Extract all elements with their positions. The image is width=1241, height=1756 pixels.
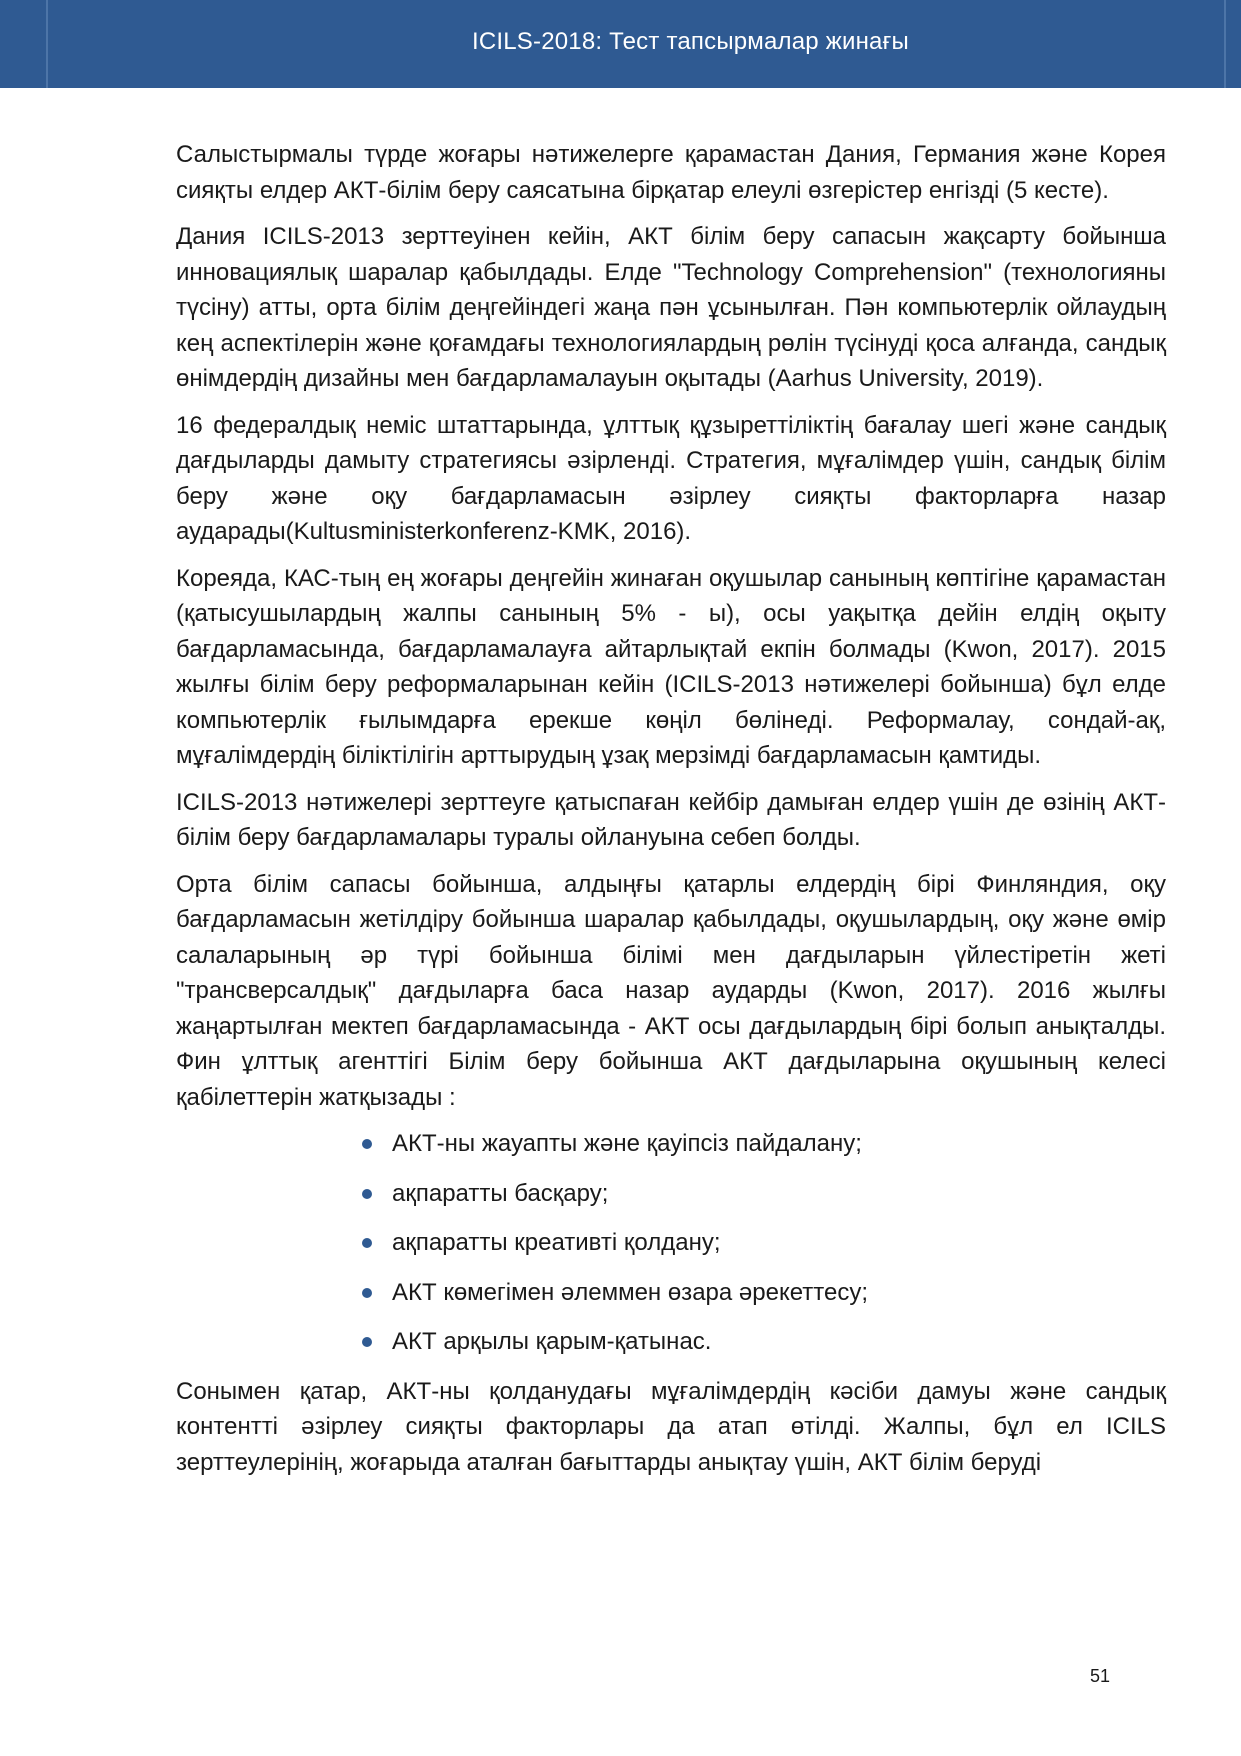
bullet-icon — [362, 1238, 372, 1248]
page-number: 51 — [1090, 1666, 1111, 1686]
paragraph: ICILS-2013 нәтижелері зерттеуге қатыспаған кейбір дамыған елдер үшін де өзінің АКТ-білім беру бағдарламалары туралы ойлануына себеп болды. — [176, 788, 1166, 851]
list-item-text: АКТ арқылы қарым-қатынас. — [392, 1328, 712, 1355]
paragraph: Сонымен қатар, АКТ-ны қолданудағы мұғалімдердің кәсіби дамуы және сандық контентті әзірлеу сияқты факторлары да атап өтілді. Жалпы, бұл ел ICILS зерттеулерінің, жоғарыда аталған бағыттарды анықтау үшін, АКТ білім беруді — [176, 1377, 1166, 1476]
list-item — [362, 1275, 1166, 1311]
bullet-icon — [362, 1139, 372, 1149]
bullet-list — [176, 1126, 1166, 1360]
paragraph: Салыстырмалы түрде жоғары нәтижелерге қарамастан Дания, Германия және Корея сияқты елдер АКТ-білім беру саясатына бірқатар елеулі өзгерістер енгізді (5 кесте). — [176, 141, 1166, 204]
bullet-icon — [362, 1189, 372, 1199]
page-header — [0, 0, 1241, 88]
paragraph: Орта білім сапасы бойынша, алдыңғы қатарлы елдердің бірі Финляндия, оқу бағдарламасын жетілдіру бойынша шаралар қабылдады, оқушылардың, оқу және өмір салаларының әр түрі бойынша білімі мен дағдыларын үйлестіретін жеті "трансверсалдық" дағдыларға баса назар аударды (Kwon, 2017). 2016 жылғы жаңартылған мектеп бағдарламасында - АКТ осы дағдылардың бірі болып анықталды. Фин ұлттық агенттігі Білім беру бойынша АКТ дағдыларына оқушының келесі қабілеттерін жатқызады : — [176, 870, 1166, 1111]
bullet-icon — [362, 1288, 372, 1298]
list-item-text: ақпаратты басқару; — [392, 1179, 609, 1207]
paragraph: 16 федералдық неміс штаттарында, ұлттық құзыреттіліктің бағалау шегі және сандық дағдыларды дамыту стратегиясы әзірленді. Стратегия, мұғалімдер үшін, сандық білім беру және оқу бағдарламасын әзірлеу сияқты факторларға назар аударады(Kultusministerkonferenz-KMK, 2016). — [176, 411, 1166, 545]
paragraph: Кореяда, КАС-тың ең жоғары деңгейін жинаған оқушылар санының көптігіне қарамастан (қатысушылардың жалпы санының 5% - ы), осы уақытқа дейін елдің оқыту бағдарламасында, бағдарламалауға айтарлықтай екпін болмады (Kwon, 2017). 2015 жылғы білім беру реформаларынан кейін (ICILS-2013 нәтижелері бойынша) бұл елде компьютерлік ғылымдарға ерекше көңіл бөлінеді. Реформалау, сондай-ақ, мұғалімдердің біліктілігін арттырудың ұзақ мерзімді бағдарламасын қамтиды. — [176, 564, 1166, 769]
list-item — [362, 1324, 1166, 1360]
list-item — [362, 1126, 1166, 1162]
page-body — [176, 137, 1166, 1491]
list-item — [362, 1176, 1166, 1212]
list-item — [362, 1225, 1166, 1261]
paragraph: Дания ICILS-2013 зерттеуінен кейін, АКТ білім беру сапасын жақсарту бойынша инновациялық шаралар қабылдады. Елде "Technology Comprehension" (технологияны түсіну) атты, орта білім деңгейіндегі жаңа пән ұсынылған. Пән компьютерлік ойлаудың кең аспектілерін және қоғамдағы технологиялардың рөлін түсінуді қоса алғанда, сандық өнімдердің дизайны мен бағдарламалауын оқытады (Aarhus University, 2019). — [176, 223, 1166, 392]
list-item-text: ақпаратты креативті қолдану; — [392, 1229, 721, 1256]
list-item-text: АКТ көмегімен әлеммен өзара әрекеттесу; — [392, 1278, 868, 1306]
list-item-text: АКТ-ны жауапты және қауіпсіз пайдалану; — [392, 1130, 862, 1157]
header-title: ICILS-2018: Тест тапсырмалар жинағы — [471, 28, 909, 55]
bullet-icon — [362, 1337, 372, 1347]
